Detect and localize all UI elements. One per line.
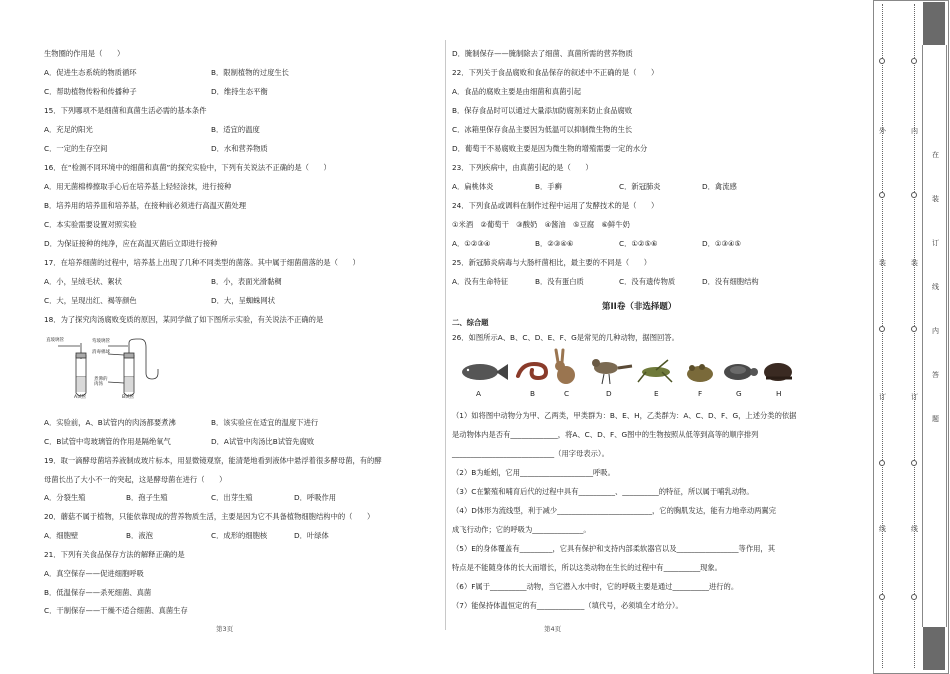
- q17-option-c: C．大，呈现出红、褐等颜色: [44, 296, 137, 305]
- outer-char-xian: 线: [879, 525, 886, 533]
- q16-option-c: C．本实验需要设置对照实验: [44, 220, 137, 229]
- q20-option-c: C．成形的细胞核: [211, 531, 268, 540]
- q26-part2: （2）B为蚯蚓，它用____________________呼吸。: [452, 468, 615, 477]
- hole-outer-2: [879, 192, 885, 198]
- outer-char-zhuang: 装: [879, 259, 886, 267]
- q21-option-a: A．真空保存——促进细胞呼吸: [44, 569, 144, 578]
- q14-stem-end: 生物圈的作用是（ ）: [44, 49, 125, 58]
- label-tube-b: B试管: [122, 395, 135, 400]
- hole-outer-1: [879, 58, 885, 64]
- page-3-footer: 第3页: [216, 625, 234, 633]
- q14-option-c: C．帮助植物传粉和传播种子: [44, 87, 137, 96]
- q26-part3: （3）C在繁殖和哺育后代的过程中具有__________、__________的特征，所以属于哺乳动物。: [452, 487, 754, 496]
- q26-part5-a: （5）E的身体覆盖有_________，它具有保护和支持内部柔软器官以及_________________等作用，其: [452, 544, 776, 553]
- q14-option-a: A．促进生态系统的物质循环: [44, 68, 137, 77]
- page-4: [452, 0, 857, 673]
- hole-inner-3: [911, 326, 917, 332]
- page-4-footer: 第4页: [544, 625, 562, 633]
- hole-outer-4: [879, 460, 885, 466]
- q15-option-b: B．适宜的温度: [211, 125, 260, 134]
- section-subtitle: 二、综合题: [452, 318, 489, 327]
- q23-option-b: B．手癣: [535, 182, 562, 191]
- q21-option-c: C．干制保存——干燥不适合细菌、真菌生存: [44, 606, 188, 615]
- q20-option-a: A．细胞壁: [44, 531, 79, 540]
- section-title: 第II卷（非选择题）: [602, 302, 677, 312]
- q22-option-a: A．食品的腐败主要是由细菌和真菌引起: [452, 87, 582, 96]
- hole-inner-5: [911, 594, 917, 600]
- outer-char-ding: 订: [879, 393, 886, 401]
- label-tube-a: A试管: [74, 395, 87, 400]
- notice-char-2: 装: [932, 195, 939, 203]
- q18-option-b: B．该实验应在适宜的温度下进行: [211, 418, 319, 427]
- q26-part1-b: 是动物体内是否有_____________，将A、C、D、F、G图中的生物按照从低等到高等的顺序排列: [452, 430, 759, 439]
- q16-option-d: D．为保证接种的纯净，应在高温灭菌后立即进行接种: [44, 239, 218, 248]
- q26-part7: （7）能保持体温恒定的有_____________（填代号，必须填全才给分）。: [452, 601, 683, 610]
- binding-strip: [870, 0, 950, 673]
- q24-items: ①米酒 ②葡萄干 ③酸奶 ④酱油 ⑤豆腐 ⑥鲜牛奶: [452, 220, 630, 229]
- q22-option-b: B．保存食品时可以通过大量添加防腐剂来防止食品腐败: [452, 106, 633, 115]
- label-bent-tube: 弯玻璃管: [92, 339, 110, 344]
- q19-option-b: B．孢子生殖: [126, 493, 168, 502]
- q16-option-b: B．培养用的培养皿和培养基，在接种前必须进行高温灭菌处理: [44, 201, 247, 210]
- q15-option-a: A．充足的阳光: [44, 125, 93, 134]
- q26-part6: （6）F属于__________动物，当它潜入水中时，它的呼吸主要是通过__________进行的。: [452, 582, 739, 591]
- q23-option-c: C．新冠肺炎: [619, 182, 661, 191]
- animal-label-d: D: [606, 389, 612, 398]
- hole-inner-2: [911, 192, 917, 198]
- rabbit-icon: [555, 350, 575, 384]
- animal-label-h: H: [776, 389, 782, 398]
- notice-char-4: 线: [932, 283, 939, 291]
- animals-figure: [456, 348, 796, 400]
- q18-option-d: D．A试管中肉汤比B试管先腐败: [211, 437, 315, 446]
- q15-stem: 15．下列哪项不是细菌和真菌生活必需的基本条件: [44, 106, 207, 115]
- notice-column: [922, 45, 947, 627]
- hole-outer-3: [879, 326, 885, 332]
- binding-bar-top: [923, 2, 945, 45]
- q20-option-b: B．液泡: [126, 531, 153, 540]
- hole-outer-5: [879, 594, 885, 600]
- q20-stem: 20．蘑菇不属于植物，只能依靠现成的营养物质生活，主要是因为它不具备植物细胞结构中的（ ）: [44, 512, 375, 521]
- broth-experiment-figure: [46, 337, 176, 403]
- hole-inner-4: [911, 460, 917, 466]
- q15-option-c: C．一定的生存空间: [44, 144, 108, 153]
- animal-label-f: F: [698, 389, 703, 398]
- binding-bar-bottom: [923, 627, 945, 670]
- q24-option-a: A．①②③④: [452, 239, 491, 248]
- q19-stem-1: 19．取一滴酵母菌培养液制成玻片标本，用显微镜观察，能清楚地看到液体中悬浮着很多酵母菌，有的酵: [44, 456, 382, 465]
- q22-option-c: C．冰箱里保存食品主要因为低温可以抑制微生物的生长: [452, 125, 633, 134]
- q17-option-d: D．大，呈蜘蛛网状: [211, 296, 275, 305]
- q14-option-d: D．维持生态平衡: [211, 87, 268, 96]
- q26-part1-a: （1）如将图中动物分为甲、乙两类，甲类群为：B、E、H，乙类群为：A、C、D、F、G，上述分类的依据: [452, 411, 797, 420]
- q17-option-a: A．小，呈绒毛状、絮状: [44, 277, 122, 286]
- q24-option-d: D．①③④⑤: [702, 239, 742, 248]
- q18-option-a: A．实验前，A、B试管内的肉汤都要煮沸: [44, 418, 176, 427]
- q19-stem-2: 母菌长出了大小不一的突起，这是酵母菌在进行（ ）: [44, 475, 227, 484]
- notice-char-7: 题: [932, 415, 939, 423]
- animal-label-a: A: [476, 389, 481, 398]
- animal-label-g: G: [736, 389, 742, 398]
- q15-option-d: D．水和营养物质: [211, 144, 268, 153]
- page-3: [44, 0, 434, 673]
- q25-stem: 25．新冠肺炎病毒与大肠杆菌相比，最主要的不同是（ ）: [452, 258, 652, 267]
- q14-option-b: B．限制植物的过度生长: [211, 68, 289, 77]
- q23-stem: 23．下列疾病中，由真菌引起的是（ ）: [452, 163, 593, 172]
- locust-icon: [638, 360, 672, 382]
- q17-stem: 17．在培养细菌的过程中，培养基上出现了几种不同类型的菌落。其中属于细菌菌落的是（ ）: [44, 258, 360, 267]
- q21-stem: 21．下列有关食品保存方法的解释正确的是: [44, 550, 185, 559]
- q19-option-a: A．分裂生殖: [44, 493, 86, 502]
- animal-label-c: C: [564, 389, 570, 398]
- notice-char-1: 在: [932, 151, 939, 159]
- q26-part4-b: 成飞行动作；它的呼吸为______________。: [452, 525, 591, 534]
- q18-option-c: C．B试管中弯玻璃管的作用是隔绝氧气: [44, 437, 171, 446]
- label-straight-tube: 直玻璃管: [46, 338, 64, 343]
- q24-option-b: B．②③④⑥: [535, 239, 574, 248]
- animal-label-b: B: [530, 389, 536, 398]
- inner-dotted-line: [914, 4, 915, 668]
- q21-option-b: B．低温保存——杀死细菌、真菌: [44, 588, 152, 597]
- q16-option-a: A．用无菌棉棒擦取手心后在培养基上轻轻涂抹，进行接种: [44, 182, 232, 191]
- animal-label-e: E: [654, 389, 659, 398]
- q18-stem: 18．为了探究肉汤腐败变质的原因，某同学做了如下图所示实验，有关说法不正确的是: [44, 315, 324, 324]
- q17-option-b: B．小，表面光滑黏稠: [211, 277, 282, 286]
- hole-inner-1: [911, 58, 917, 64]
- q25-option-b: B．没有蛋白质: [535, 277, 584, 286]
- q19-option-d: D．呼吸作用: [294, 493, 337, 502]
- q26-intro: 26．如图所示A、B、C、D、E、F、G是常见的几种动物，据图回答。: [452, 333, 679, 342]
- inner-char-xian: 线: [911, 525, 918, 533]
- q20-option-d: D．叶绿体: [294, 531, 329, 540]
- frog-icon: [687, 364, 713, 382]
- turtle-icon: [724, 364, 758, 380]
- outer-char-wai: 外: [879, 127, 886, 135]
- outer-dotted-line: [882, 4, 883, 668]
- q26-part5-b: 特点是不能随身体的长大而增长，所以这类动物在生长的过程中有__________现象。: [452, 563, 722, 572]
- fish-icon: [462, 364, 508, 380]
- q19-option-c: C．出芽生殖: [211, 493, 253, 502]
- q23-option-a: A．扁桃体炎: [452, 182, 494, 191]
- q25-option-d: D．没有细胞结构: [702, 277, 759, 286]
- notice-char-5: 内: [932, 327, 939, 335]
- q22-option-d: D．葡萄干不易腐败主要是因为微生物的增殖需要一定的水分: [452, 144, 648, 153]
- q24-stem: 24．下列食品或调料在制作过程中运用了发酵技术的是（ ）: [452, 201, 659, 210]
- q16-stem: 16．在“检测不同环境中的细菌和真菌”的探究实验中，下列有关说法不正确的是（ ）: [44, 163, 331, 172]
- q24-option-c: C．①②⑤⑥: [619, 239, 658, 248]
- column-divider: [445, 40, 446, 630]
- bird-icon: [592, 359, 632, 384]
- label-boiled-broth: 煮沸的肉汤: [94, 377, 108, 387]
- notice-char-6: 答: [932, 371, 939, 379]
- label-cotton: 消毒棉球: [92, 350, 110, 355]
- q25-option-c: C．没有遗传物质: [619, 277, 676, 286]
- inner-char-ding: 订: [911, 393, 918, 401]
- snail-icon: [764, 363, 792, 381]
- q26-part4-a: （4）D体形为流线型，利于减少__________________________，它的胸肌发达，能有力地牵动两翼完: [452, 506, 777, 515]
- notice-char-3: 订: [932, 239, 939, 247]
- inner-char-zhuang: 装: [911, 259, 918, 267]
- inner-char-nei: 内: [911, 127, 918, 135]
- q26-part1-c: ____________________________（用字母表示）。: [452, 449, 609, 458]
- q22-stem: 22．下列关于食品腐败和食品保存的叙述中不正确的是（ ）: [452, 68, 659, 77]
- q25-option-a: A．没有生命特征: [452, 277, 509, 286]
- earthworm-icon: [518, 364, 546, 378]
- q21-option-d: D．腌制保存——腌制除去了细菌、真菌所需的营养物质: [452, 49, 633, 58]
- q23-option-d: D．禽流感: [702, 182, 737, 191]
